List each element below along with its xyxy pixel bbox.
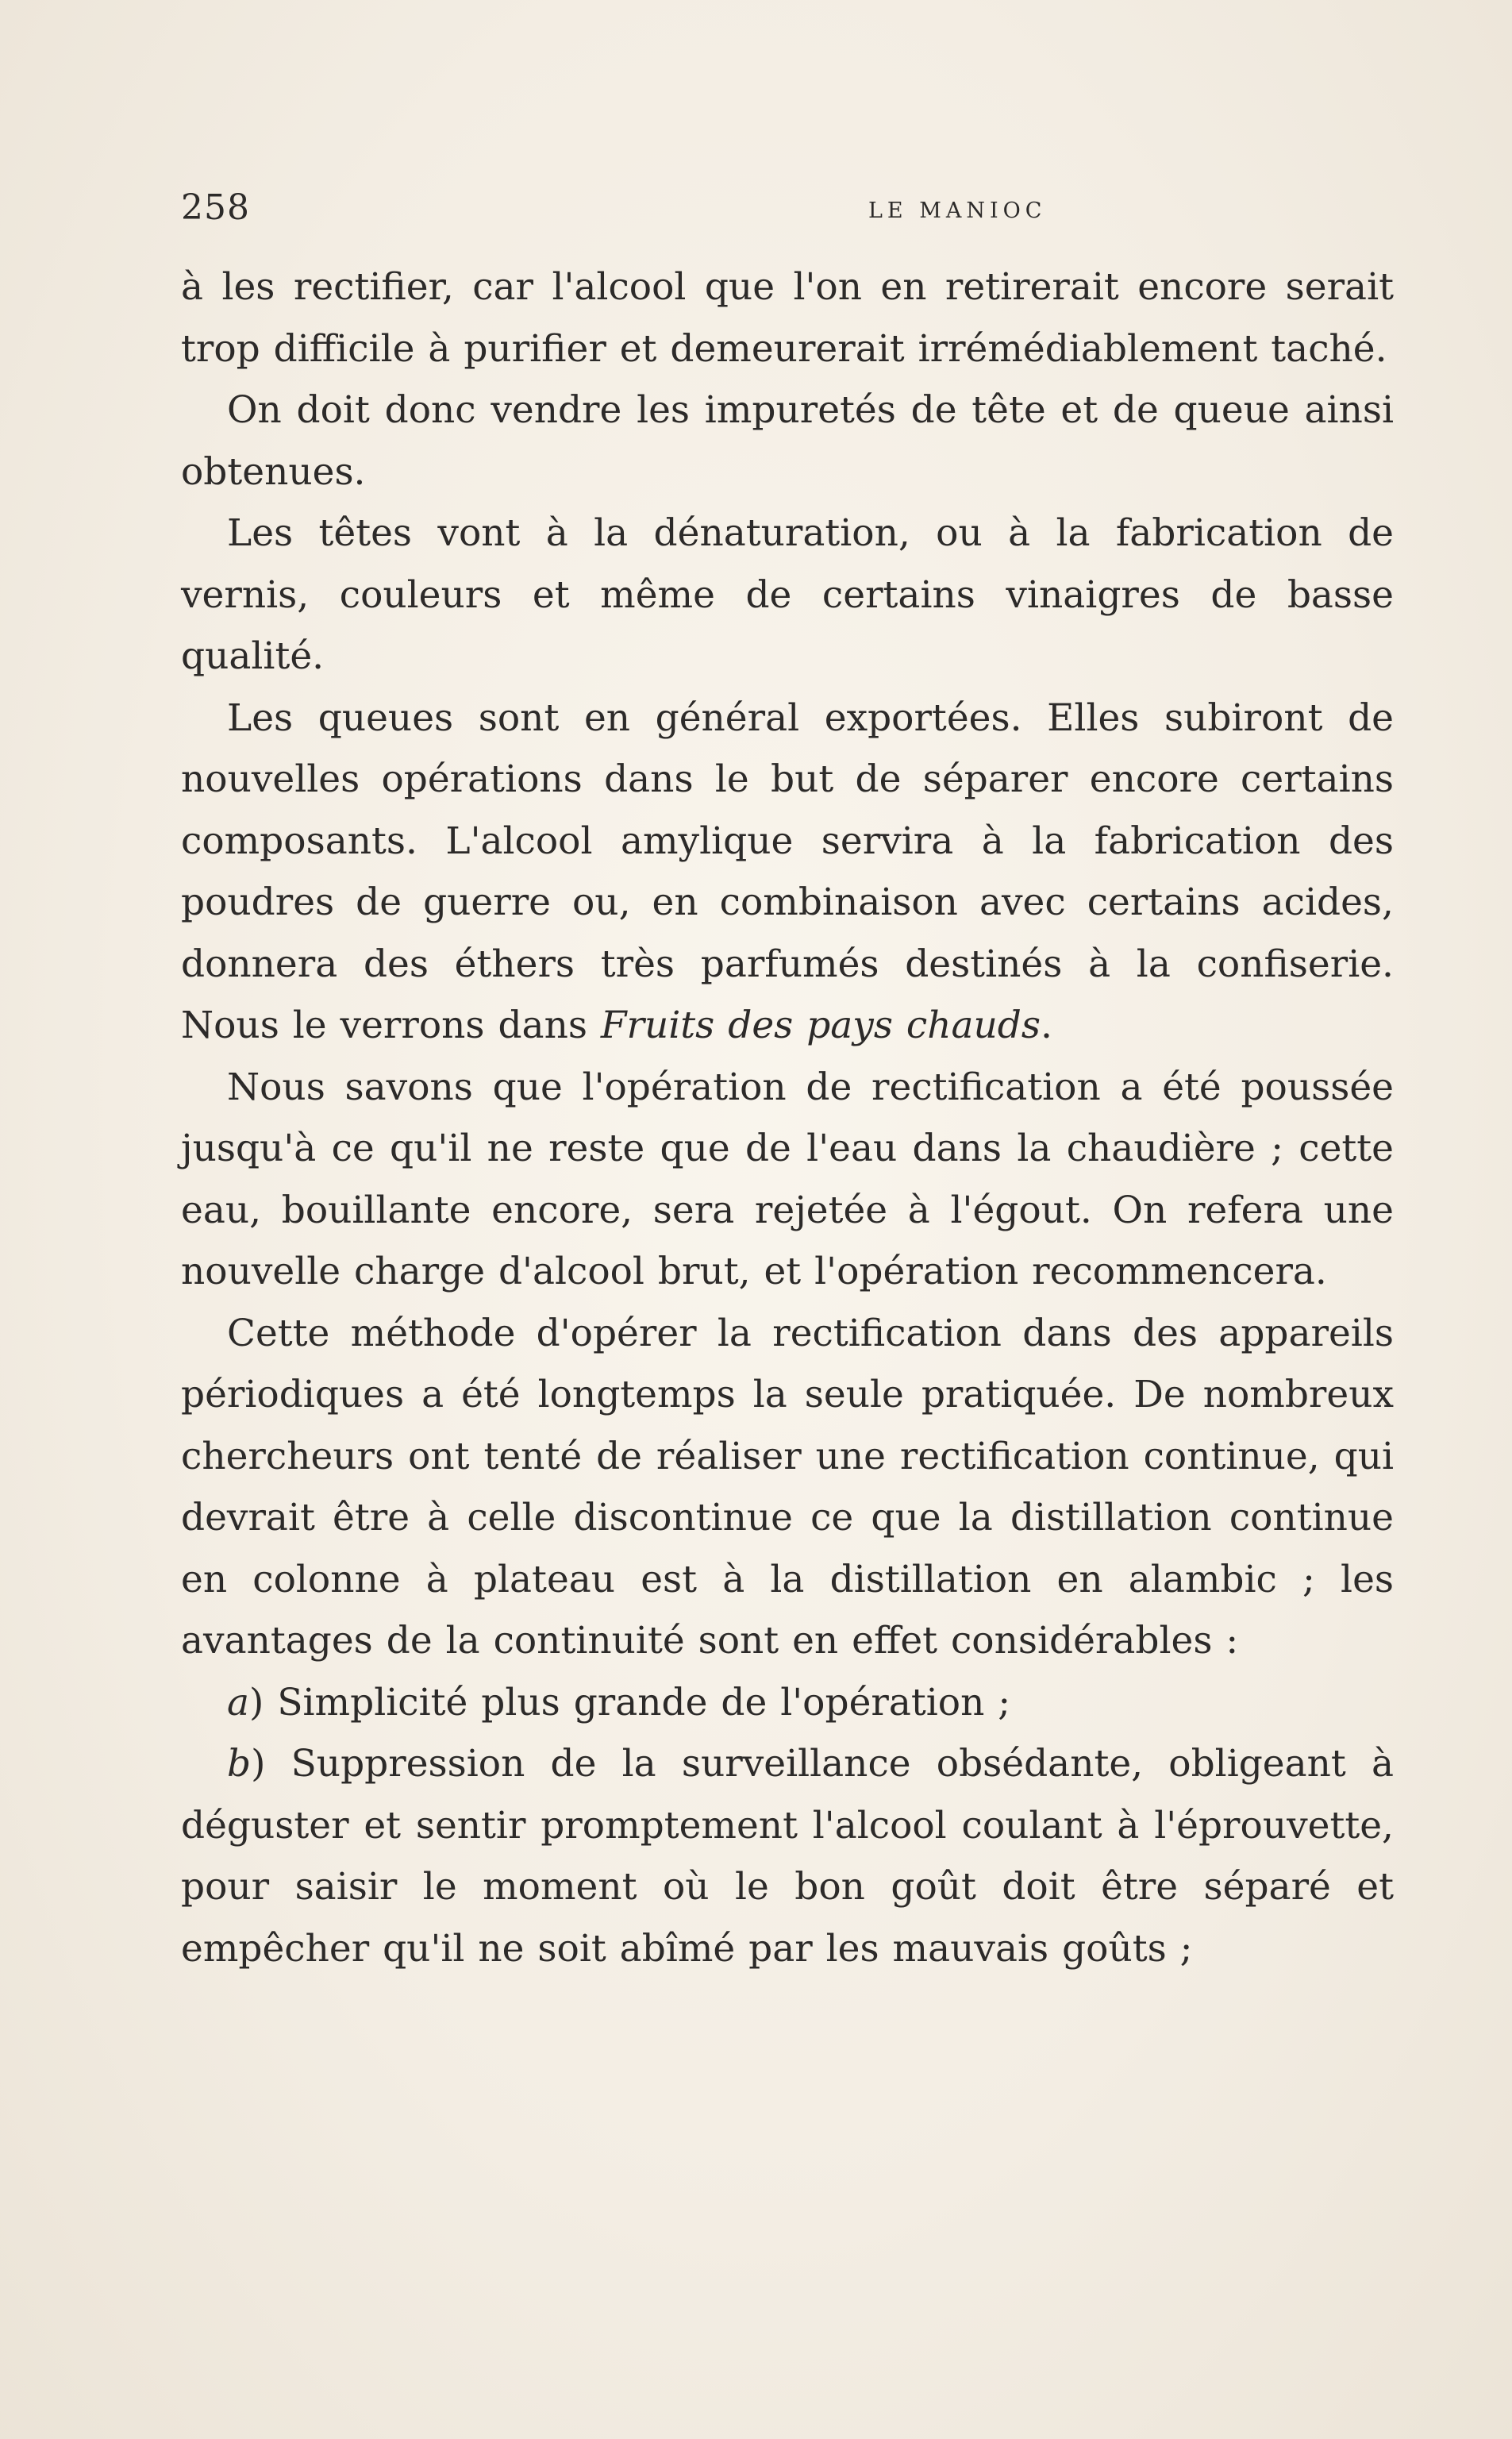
page-number: 258: [181, 187, 250, 228]
paragraph-5: Nous savons que l'opération de rectification a été poussée jusqu'à ce qu'il ne reste que de l'eau dans la chaudière ; cette eau, bouillante encore, sera rejetée à l'égout. On refera une nouvelle charge d'alcool brut, et l'opération recommencera.: [181, 1065, 1394, 1293]
list-item-letter: b: [227, 1742, 252, 1786]
paragraph-6: Cette méthode d'opérer la rectification dans des appareils périodiques a été longtemps la seule pratiquée. De nombreux chercheurs ont tenté de réaliser une rectification continue, qui devrait être à celle discontinue ce que la distillation continue en colonne à plateau est à la distillation en alambic ; les avantages de la continuité sont en effet considérables :: [181, 1311, 1394, 1663]
list-item: b) Suppression de la surveillance obsédante, obligeant à déguster et sentir promptement l'alcool coulant à l'éprouvette, pour saisir le moment où le bon goût doit être séparé et empêcher qu'il ne soit abîmé par les mauvais goûts ;: [181, 1742, 1394, 1971]
paragraph-4: Les queues sont en général exportées. Elles subiront de nouvelles opérations dans le but de séparer encore certains composants. L'alcool amylique servira à la fabrication des poudres de guerre ou, en combinaison avec certains acides, donnera des éthers très parfumés destinés à la confiserie. Nous le verrons dans Fruits des pays chauds.: [181, 695, 1394, 1047]
list-item: a) Simplicité plus grande de l'opération ;: [227, 1680, 1011, 1724]
paragraph-3: Les têtes vont à la dénaturation, ou à la fabrication de vernis, couleurs et même de certains vinaigres de basse qualité.: [181, 511, 1394, 678]
italic-book-reference: Fruits des pays chauds: [600, 1004, 1041, 1047]
body-text: [181, 256, 1394, 1979]
paragraph-2: On doit donc vendre les impuretés de tête et de queue ainsi obtenues.: [181, 388, 1394, 494]
list-item-text: Simplicité plus grande de l'opération ;: [277, 1680, 1011, 1724]
list-item-letter: a: [227, 1680, 250, 1724]
list-item-text: Suppression de la surveillance obsédante, obligeant à déguster et sentir promptement l'alcool coulant à l'éprouvette, pour saisir le moment où le bon goût doit être séparé et empêcher qu'il ne soit abîmé par les mauvais goûts ;: [181, 1742, 1394, 1971]
page-header: [181, 187, 1394, 243]
running-title: LE MANIOC: [868, 198, 1047, 223]
paragraph-1: à les rectifier, car l'alcool que l'on en retirerait encore serait trop difficile à purifier et demeurerait irrémédiablement taché.: [181, 265, 1394, 371]
